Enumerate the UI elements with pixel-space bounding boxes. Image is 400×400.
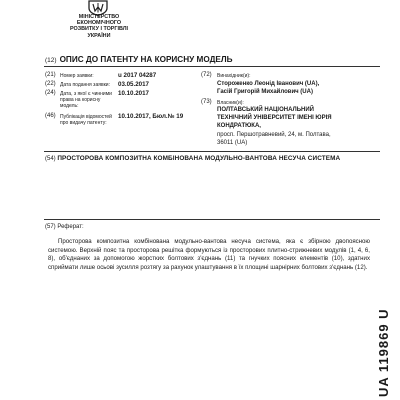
invention-title-row xyxy=(45,155,340,163)
divider xyxy=(44,151,380,152)
field-code-22: (22) xyxy=(45,81,56,87)
owner-label: Власник(и): xyxy=(217,100,244,106)
field-code-72: (72) xyxy=(201,72,212,78)
owner-address-line: 36011 (UA) xyxy=(217,140,248,146)
title-text: ОПИС ДО ПАТЕНТУ НА КОРИСНУ МОДЕЛЬ xyxy=(59,55,233,64)
field-code-73: (73) xyxy=(201,99,212,105)
label-line: Публікація відомостей xyxy=(60,114,112,120)
application-number: u 2017 04287 xyxy=(118,72,157,79)
owner-name-line: ПОЛТАВСЬКИЙ НАЦІОНАЛЬНИЙ xyxy=(217,107,314,113)
abstract-heading xyxy=(45,224,84,231)
label-line: права на корисну xyxy=(60,97,101,103)
field-label-22: Дата подання заявки: xyxy=(60,82,110,88)
ministry-line: ЕКОНОМІЧНОГО xyxy=(76,20,122,27)
divider xyxy=(44,66,380,67)
label-line: модель: xyxy=(60,103,79,109)
field-code-46: (46) xyxy=(45,113,56,119)
inventors-label: Винахідник(и): xyxy=(217,73,251,79)
owner-name-line: ТЕХНІЧНИЙ УНІВЕРСИТЕТ ІМЕНІ ЮРІЯ xyxy=(217,115,332,121)
ministry-line: УКРАЇНИ xyxy=(87,32,111,39)
document-title xyxy=(45,55,233,64)
abstract-label: Реферат: xyxy=(57,224,84,230)
field-code-57: (57) xyxy=(45,224,56,230)
owner-address-line: просп. Першотравневий, 24, м. Полтава, xyxy=(217,132,331,138)
divider xyxy=(44,219,380,220)
ministry-name xyxy=(62,14,136,39)
field-label-21: Номер заявки: xyxy=(60,73,94,79)
field-code-54: (54) xyxy=(45,156,56,162)
owner-name-line: КОНДРАТЮКА, xyxy=(217,123,261,129)
field-label-46 xyxy=(60,114,112,126)
label-line: про видачу патенту: xyxy=(60,120,107,126)
inventor-name: Гасій Григорій Михайлович (UA) xyxy=(217,89,313,95)
side-patent-number xyxy=(368,165,398,400)
invention-title: ПРОСТОРОВА КОМПОЗИТНА КОМБІНОВАНА МОДУЛЬНО-ВАНТОВА НЕСУЧА СИСТЕМА xyxy=(57,155,341,162)
field-label-24 xyxy=(60,91,112,109)
publication-info: 10.10.2017, Бюл.№ 19 xyxy=(118,113,184,120)
field-code-21: (21) xyxy=(45,72,56,78)
side-patent-number-text: UA 119869 U xyxy=(376,308,391,397)
ministry-line: МІНІСТЕРСТВО xyxy=(78,14,120,20)
inventor-name: Стороженко Леонід Іванович (UA), xyxy=(217,81,320,87)
rights-date: 10.10.2017 xyxy=(118,90,149,97)
field-code-24: (24) xyxy=(45,90,56,96)
abstract-text: Просторова композитна комбінована модульно-вантова несуча система, яка є збірною двопоясною системою. Верхній пояс та просторова решітка формуються із просторових плитно-стрижневих модулів (1, 4, 6, 8), об'єднаних за допомогою жорстких болтових з'єднань (11) та гнучких поясних елементів (10), здатних сприймати лише осьові зусилля розтягу за рахунок улаштування в їх площині шарнірних болтових з'єднань (12). xyxy=(48,238,370,271)
label-line: Дата, з якої є чинними xyxy=(60,91,112,97)
ministry-line: РОЗВИТКУ І ТОРГІВЛІ xyxy=(70,26,128,33)
filing-date: 03.05.2017 xyxy=(118,81,149,88)
title-code: (12) xyxy=(45,57,57,64)
